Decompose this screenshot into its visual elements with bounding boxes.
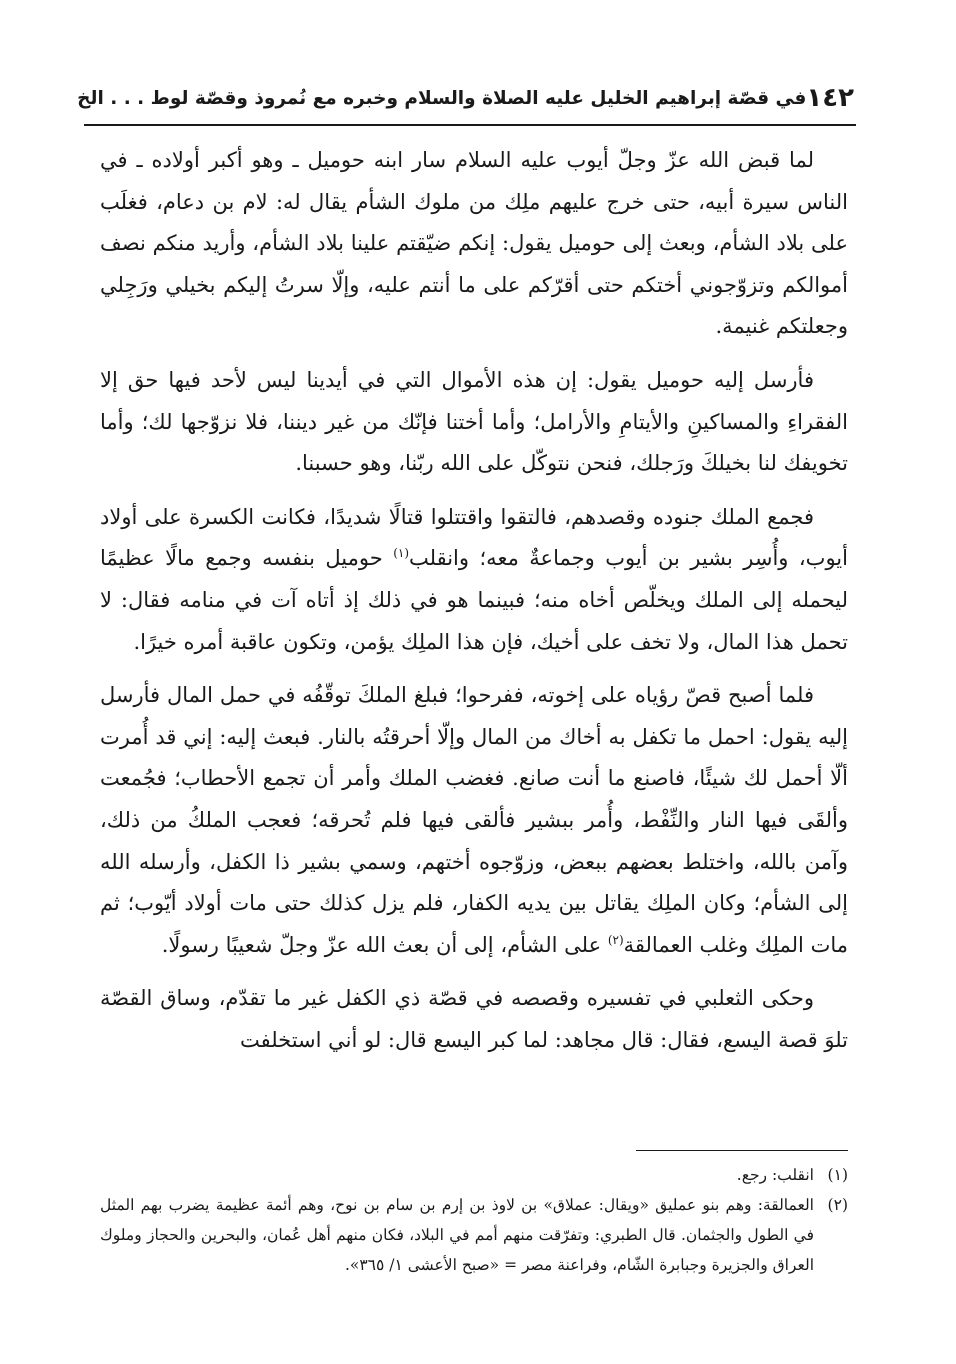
- paragraph: [100, 140, 848, 348]
- footnote-separator: [636, 1150, 848, 1151]
- footnote: [100, 1160, 848, 1190]
- paragraph-text: وحكى الثعلبي في تفسيره وقصصه في قصّة ذي الكفل غير ما تقدّم، وساق القصّة تلوَ قصة اليسع، فقال: قال مجاهد: لما كبر اليسع قال: لو أني استخلفت: [100, 986, 848, 1052]
- footnote-number: (٢): [827, 1196, 848, 1214]
- running-title: في قصّة إبراهيم الخليل عليه الصلاة والسلام وخبره مع نُمروذ وقصّة لوط . . . الخ: [77, 87, 807, 109]
- footnote-text: انقلب: رجع.: [736, 1166, 814, 1184]
- paragraph: [100, 497, 848, 663]
- paragraph-text: لما قبض الله عزّ وجلّ أيوب عليه السلام سار ابنه حوميل ـ وهو أكبر أولاده ـ في الناس سيرة أبيه، حتى خرج عليهم ملِك من ملوك الشأم يقال له: لام بن دعام، فغلَب على بلاد الشأم، وبعث إلى حوميل يقول: إنكم ضيّقتم علينا بلاد الشأم، وأريد منكم نصف أموالكم وتزوّجوني أختكم حتى أقرّكم على ما أنتم عليه، وإلّا سرتُ إليكم بخيلي ورَجِلي وجعلتكم غنيمة.: [100, 148, 848, 339]
- paragraph-text: فلما أصبح قصّ رؤياه على إخوته، ففرحوا؛ فبلغ الملكَ توقّفُه في حمل المال فأرسل إليه يقول: احمل ما تكفل به أخاك من المال وإلّا أحرقتُه بالنار. فبعث إليه: إني قد أُمرت ألّا أحمل لك شيئًا، فاصنع ما أنت صانع. فغضب الملك وأمر أن تجمع الأحطاب؛ فجُمعت وألقَى فيها النار والنِّفْط، وأُمر ببشير فألقى فيها فلم تُحرقه؛ فعجب الملكُ من ذلك، وآمن بالله، واختلط بعضهم ببعض، وزوّجوه أختهم، وسمي بشير ذا الكفل، وأرسله الله إلى الشأم؛ وكان الملِك يقاتل بين يديه الكفار، فلم يزل كذلك حتى مات أولاد أيّوب؛ ثم مات الملِك وغلب العمالقة: [100, 683, 848, 957]
- footnote-text: العمالقة: وهم بنو عمليق «ويقال: عملاق» بن لاوذ بن إرم بن سام بن نوح، وهم أئمة عظيمة يضرب بهم المثل في الطول والجثمان. قال الطبري: وتفرّقت منهم أمم في البلاد، فكان منهم أهل عُمان، والبحرين والحجاز وملوك العراق والجزيرة وجبابرة الشّام، وفراعنة مصر = «صبح الأعشى ١/ ٣٦٥».: [100, 1196, 814, 1274]
- paragraph: [100, 360, 848, 485]
- footnotes: [100, 1160, 848, 1280]
- paragraph-text: فجمع الملك جنوده وقصدهم، فالتقوا واقتتلوا قتالًا شديدًا، فكانت الكسرة على أولاد أيوب، وأُسِر بشير بن أيوب وجماعةٌ معه؛ وانقلب: [100, 504, 848, 571]
- header-rule: [84, 124, 856, 126]
- paragraph-text: حوميل بنفسه وجمع مالًا عظيمًا ليحمله إلى الملك ويخلّص أخاه منه؛ فبينما هو في ذلك إذ أتاه آت في منامه فقال: لا تحمل هذا المال، ولا تخف على أخيك، فإن هذا الملِك يؤمن، وتكون عاقبة أمره خيرًا.: [100, 546, 848, 654]
- footnote-number: (١): [827, 1166, 848, 1184]
- footnote-reference[interactable]: (٢): [607, 932, 624, 947]
- paragraph-text: على الشأم، إلى أن بعث الله عزّ وجلّ شعيبًا رسولًا.: [161, 932, 608, 957]
- page-header: [77, 78, 854, 118]
- main-text: [100, 140, 848, 1073]
- page-number: ١٤٢: [806, 83, 854, 113]
- footnote-reference[interactable]: (١): [393, 546, 410, 561]
- paragraph-text: فأرسل إليه حوميل يقول: إن هذه الأموال التي في أيدينا ليس لأحد فيها حق إلا الفقراءِ والمساكينِ والأيتامِ والأرامل؛ وأما أختنا فإنّك من غير ديننا، فلا نزوّجها لك؛ وأما تخويفك لنا بخيلكَ ورَجلك، فنحن نتوكّل على الله ربّنا، وهو حسبنا.: [100, 367, 848, 476]
- paragraph: [100, 675, 848, 966]
- paragraph: [100, 978, 848, 1061]
- footnote: [100, 1190, 848, 1280]
